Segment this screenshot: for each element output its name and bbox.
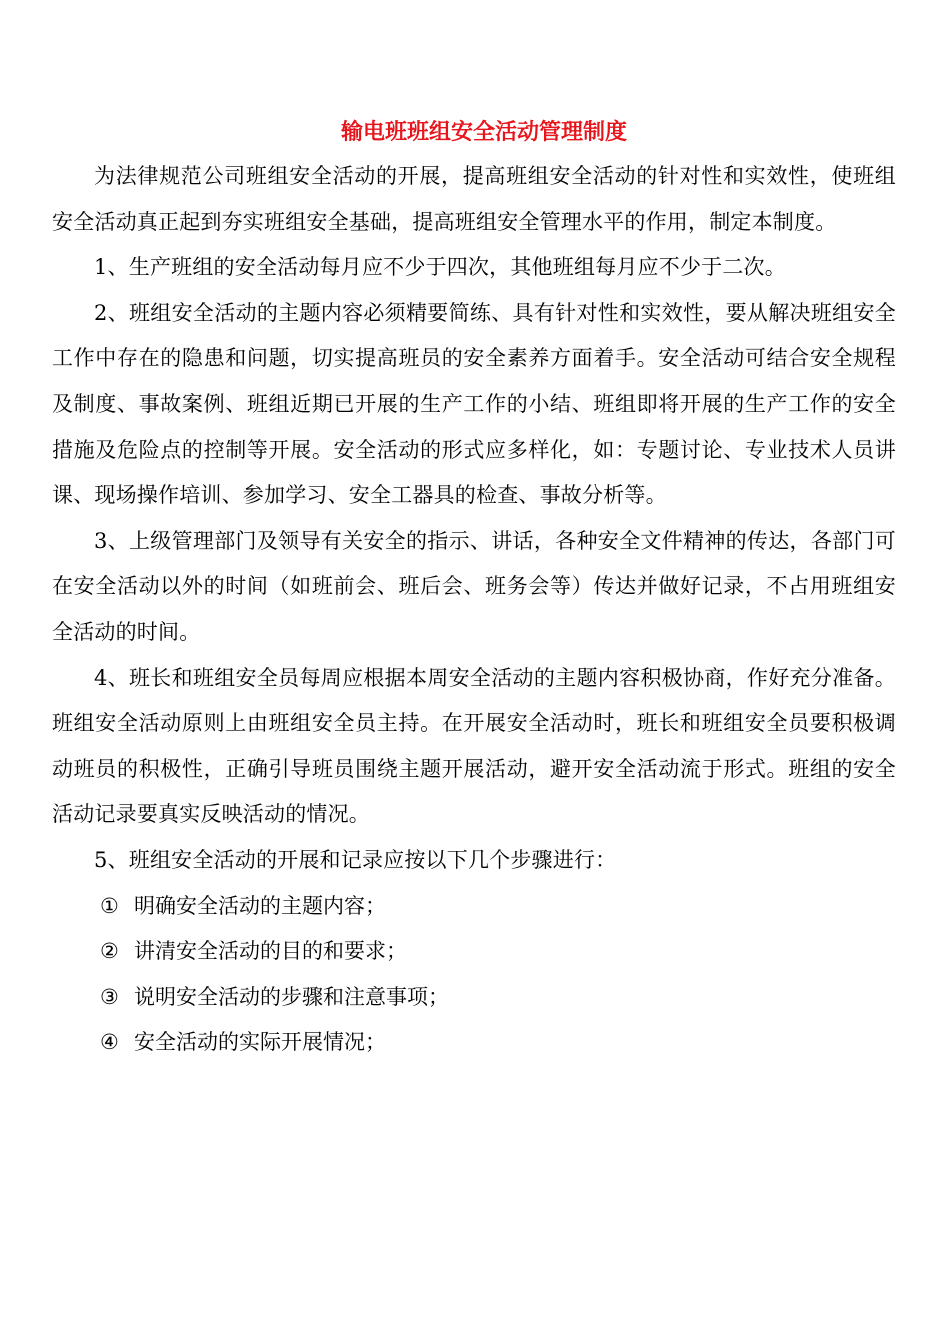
step-item-1 [52, 884, 896, 930]
step-number: ① [100, 893, 119, 918]
clause-2-paragraph: 2、班组安全活动的主题内容必须精要简练、具有针对性和实效性，要从解决班组安全工作中存在的隐患和问题，切实提高班员的安全素养方面着手。安全活动可结合安全规程及制度、事故案例、班组近期已开展的生产工作的小结、班组即将开展的生产工作的安全措施及危险点的控制等开展。安全活动的形式应多样化，如：专题讨论、专业技术人员讲课、现场操作培训、参加学习、安全工器具的检查、事故分析等。 [52, 300, 896, 508]
step-item-2 [52, 929, 896, 975]
step-number: ③ [100, 984, 119, 1009]
step-item-4 [52, 1020, 896, 1066]
step-text: 说明安全活动的步骤和注意事项； [134, 984, 449, 1009]
document-title: 输电班班组安全活动管理制度 [340, 119, 627, 145]
step-text: 讲清安全活动的目的和要求； [134, 939, 407, 964]
step-text: 明确安全活动的主题内容； [134, 893, 386, 918]
step-number: ② [100, 939, 119, 964]
step-text: 安全活动的实际开展情况； [134, 1030, 386, 1055]
step-item-3 [52, 975, 896, 1021]
clause-1-paragraph: 1、生产班组的安全活动每月应不少于四次，其他班组每月应不少于二次。 [94, 255, 786, 280]
intro-paragraph: 为法律规范公司班组安全活动的开展，提高班组安全活动的针对性和实效性，使班组安全活动真正起到夯实班组安全基础，提高班组安全管理水平的作用，制定本制度。 [52, 164, 896, 234]
step-number: ④ [100, 1030, 119, 1055]
clause-3-paragraph: 3、上级管理部门及领导有关安全的指示、讲话，各种安全文件精神的传达，各部门可在安全活动以外的时间（如班前会、班后会、班务会等）传达并做好记录，不占用班组安全活动的时间。 [52, 528, 896, 644]
clause-4-paragraph: 4、班长和班组安全员每周应根据本周安全活动的主题内容积极协商，作好充分准备。班组安全活动原则上由班组安全员主持。在开展安全活动时，班长和班组安全员要积极调动班员的积极性，正确引导班员围绕主题开展活动，避开安全活动流于形式。班组的安全活动记录要真实反映活动的情况。 [52, 665, 896, 827]
clause-5-paragraph: 5、班组安全活动的开展和记录应按以下几个步骤进行： [94, 847, 617, 872]
